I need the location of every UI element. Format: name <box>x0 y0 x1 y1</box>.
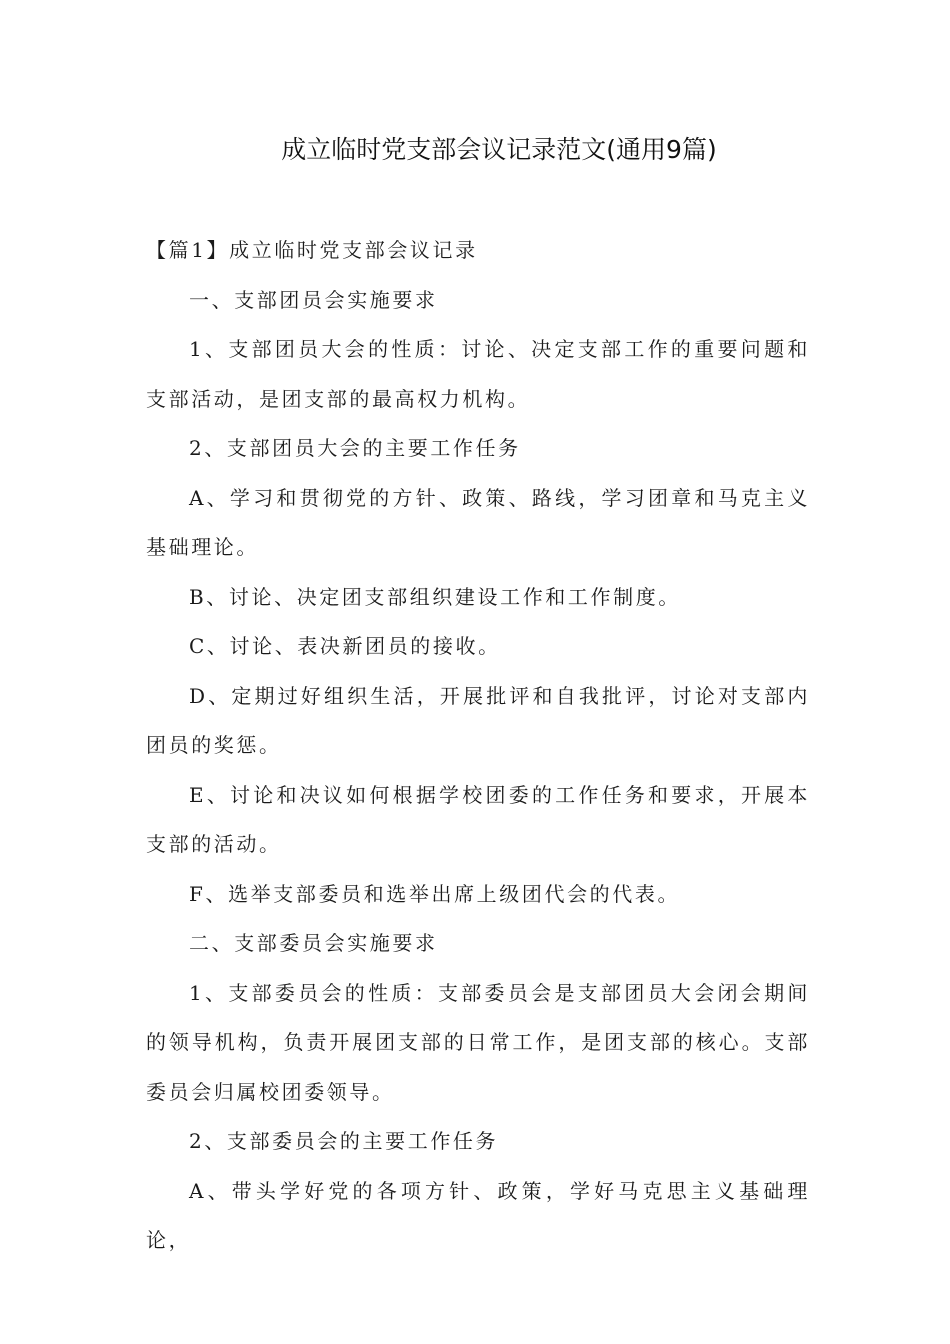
paragraph: B、讨论、决定团支部组织建设工作和工作制度。 <box>189 584 681 609</box>
paragraph: 1、支部委员会的性质：支部委员会是支部团员大会闭会期间的领导机构，负责开展团支部的日常工作，是团支部的核心。支部委员会归属校团委领导。 <box>146 980 810 1104</box>
paragraph: A、学习和贯彻党的方针、政策、路线，学习团章和马克主义基础理论。 <box>146 485 810 559</box>
paragraph: 1、支部团员大会的性质：讨论、决定支部工作的重要问题和支部活动，是团支部的最高权力机构。 <box>146 337 810 411</box>
paragraph: C、讨论、表决新团员的接收。 <box>189 634 501 658</box>
paragraph: 2、支部委员会的主要工作任务 <box>189 1129 499 1153</box>
paragraph: A、带头学好党的各项方针、政策，学好马克思主义基础理论， <box>146 1178 810 1252</box>
document-title: 成立临时党支部会议记录范文(通用9篇) <box>281 135 717 164</box>
paragraph: E、讨论和决议如何根据学校团委的工作任务和要求，开展本支部的活动。 <box>146 782 810 856</box>
paragraph: F、选举支部委员和选举出席上级团代会的代表。 <box>189 881 681 906</box>
paragraph: 二、支部委员会实施要求 <box>189 931 438 955</box>
document-body <box>146 226 810 1266</box>
paragraph: 2、支部团员大会的主要工作任务 <box>189 436 521 460</box>
paragraph: D、定期过好组织生活，开展批评和自我批评，讨论对支部内团员的奖惩。 <box>146 683 810 757</box>
paragraph: 一、支部团员会实施要求 <box>189 287 438 312</box>
section-heading: 【篇1】成立临时党支部会议记录 <box>146 238 478 262</box>
